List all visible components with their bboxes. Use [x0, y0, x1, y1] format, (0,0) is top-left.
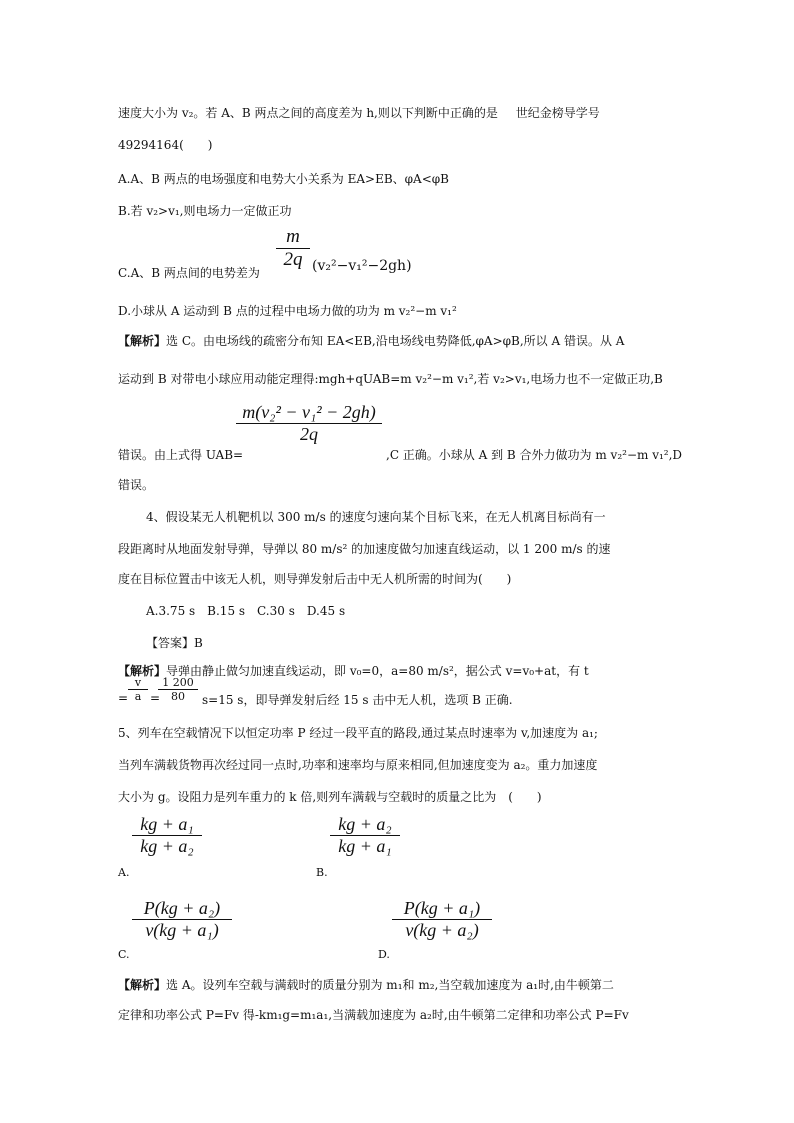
q3-option-c-suffix: (v₂²−v₁²−2gh)	[312, 258, 412, 274]
q4-answer: 【答案】B	[146, 636, 203, 650]
fraction-numerator: m	[286, 226, 300, 247]
q4-stem-line2: 段距离时从地面发射导弹，导弹以 80 m/s² 的加速度做匀加速直线运动，以 1 200 m/s 的速	[118, 542, 611, 556]
q4-analysis-line1: 【解析】导弹由静止做匀加速直线运动，即 v₀=0，a=80 m/s²，据公式 v=v₀+at，有 t	[118, 664, 589, 678]
fraction-denominator: 2q	[300, 424, 318, 444]
q5-option-b-fraction: kg + a₂ kg + a₁	[330, 814, 400, 857]
q5-stem-line3: 大小为 g。设阻力是列车重力的 k 倍,则列车满载与空载时的质量之比为 ( )	[118, 790, 542, 804]
q3-option-a: A.A、B 两点的电场强度和电势大小关系为 EA>EB、φA<φB	[118, 172, 449, 186]
q4-options: A.3.75 s B.15 s C.30 s D.45 s	[146, 604, 346, 618]
q3-option-b: B.若 v₂>v₁,则电场力一定做正功	[118, 204, 292, 218]
q5-option-d-label: D.	[378, 948, 390, 961]
q3-analysis-line3-suffix: ,C 正确。小球从 A 到 B 合外力做功为 m v₂²−m v₁²,D	[386, 448, 683, 462]
q5-option-a-fraction: kg + a₁ kg + a₂	[132, 814, 202, 857]
source-tag: 世纪金榜导学号	[515, 106, 600, 120]
q5-option-c-fraction: P(kg + a₂) v(kg + a₁)	[132, 898, 232, 941]
q5-option-c-label: C.	[118, 948, 130, 961]
analysis-tag: 【解析】	[118, 978, 167, 992]
q4-stem-line1: 4、假设某无人机靶机以 300 m/s 的速度匀速向某个目标飞来，在无人机离目标尚有一	[146, 510, 606, 524]
q3-analysis-line3-prefix: 错误。由上式得 UAB=	[118, 448, 244, 462]
q5-option-b-label: B.	[316, 866, 328, 879]
q3-option-c-prefix: C.A、B 两点间的电势差为	[118, 266, 260, 280]
q3-stem-line: 速度大小为 v₂。若 A、B 两点之间的高度差为 h,则以下判断中正确的是 世纪金榜导学号	[118, 106, 600, 120]
q5-stem-line2: 当列车满载货物再次经过同一点时,功率和速率均与原来相同,但加速度变为 a₂。重力加速度	[118, 758, 598, 772]
q5-option-a-label: A.	[118, 866, 130, 879]
q3-analysis-line1: 【解析】选 C。由电场线的疏密分布知 EA<EB,沿电场线电势降低,φA>φB,所以 A 错误。从 A	[118, 334, 625, 348]
q4-fraction-v-over-a: v a	[128, 676, 148, 703]
analysis-tag: 【解析】	[118, 664, 167, 678]
q4-stem-line3: 度在目标位置击中该无人机，则导弹发射后击中无人机所需的时间为( )	[118, 572, 512, 586]
q4-fraction-1200-over-80: 1 200 80	[158, 676, 198, 703]
q3-analysis-fraction	[236, 402, 382, 445]
q5-option-d-fraction: P(kg + a₁) v(kg + a₂)	[392, 898, 492, 941]
q3-option-c-fraction	[276, 226, 310, 271]
q4-analysis-eq: =	[118, 691, 129, 705]
q3-option-d: D.小球从 A 运动到 B 点的过程中电场力做的功为 m v₂²−m v₁²	[118, 304, 457, 318]
q5-analysis-line2: 定律和功率公式 P=Fv 得-km₁g=m₁a₁,当满载加速度为 a₂时,由牛顿第二定律和功率公式 P=Fv	[118, 1008, 629, 1022]
fraction-numerator: m(v₂² − v₁² − 2gh)	[242, 402, 376, 422]
q4-analysis-eq2: =	[150, 691, 161, 705]
q3-analysis-line4: 错误。	[118, 478, 155, 492]
q5-stem-line1: 5、列车在空载情况下以恒定功率 P 经过一段平直的路段,通过某点时速率为 v,加速度为 a₁;	[118, 726, 598, 740]
fraction-denominator: 2q	[283, 249, 303, 270]
q4-analysis-line2-rest: s=15 s，即导弹发射后经 15 s 击中无人机，选项 B 正确.	[202, 693, 513, 707]
q3-source-id: 49294164( )	[118, 138, 213, 152]
analysis-tag: 【解析】	[118, 334, 167, 348]
q3-analysis-line2: 运动到 B 对带电小球应用动能定理得:mgh+qUAB=m v₂²−m v₁²,若 v₂>v₁,电场力也不一定做正功,B	[118, 372, 663, 386]
q5-analysis-line1: 【解析】选 A。设列车空载与满载时的质量分别为 m₁和 m₂,当空载加速度为 a₁时,由牛顿第二	[118, 978, 614, 992]
